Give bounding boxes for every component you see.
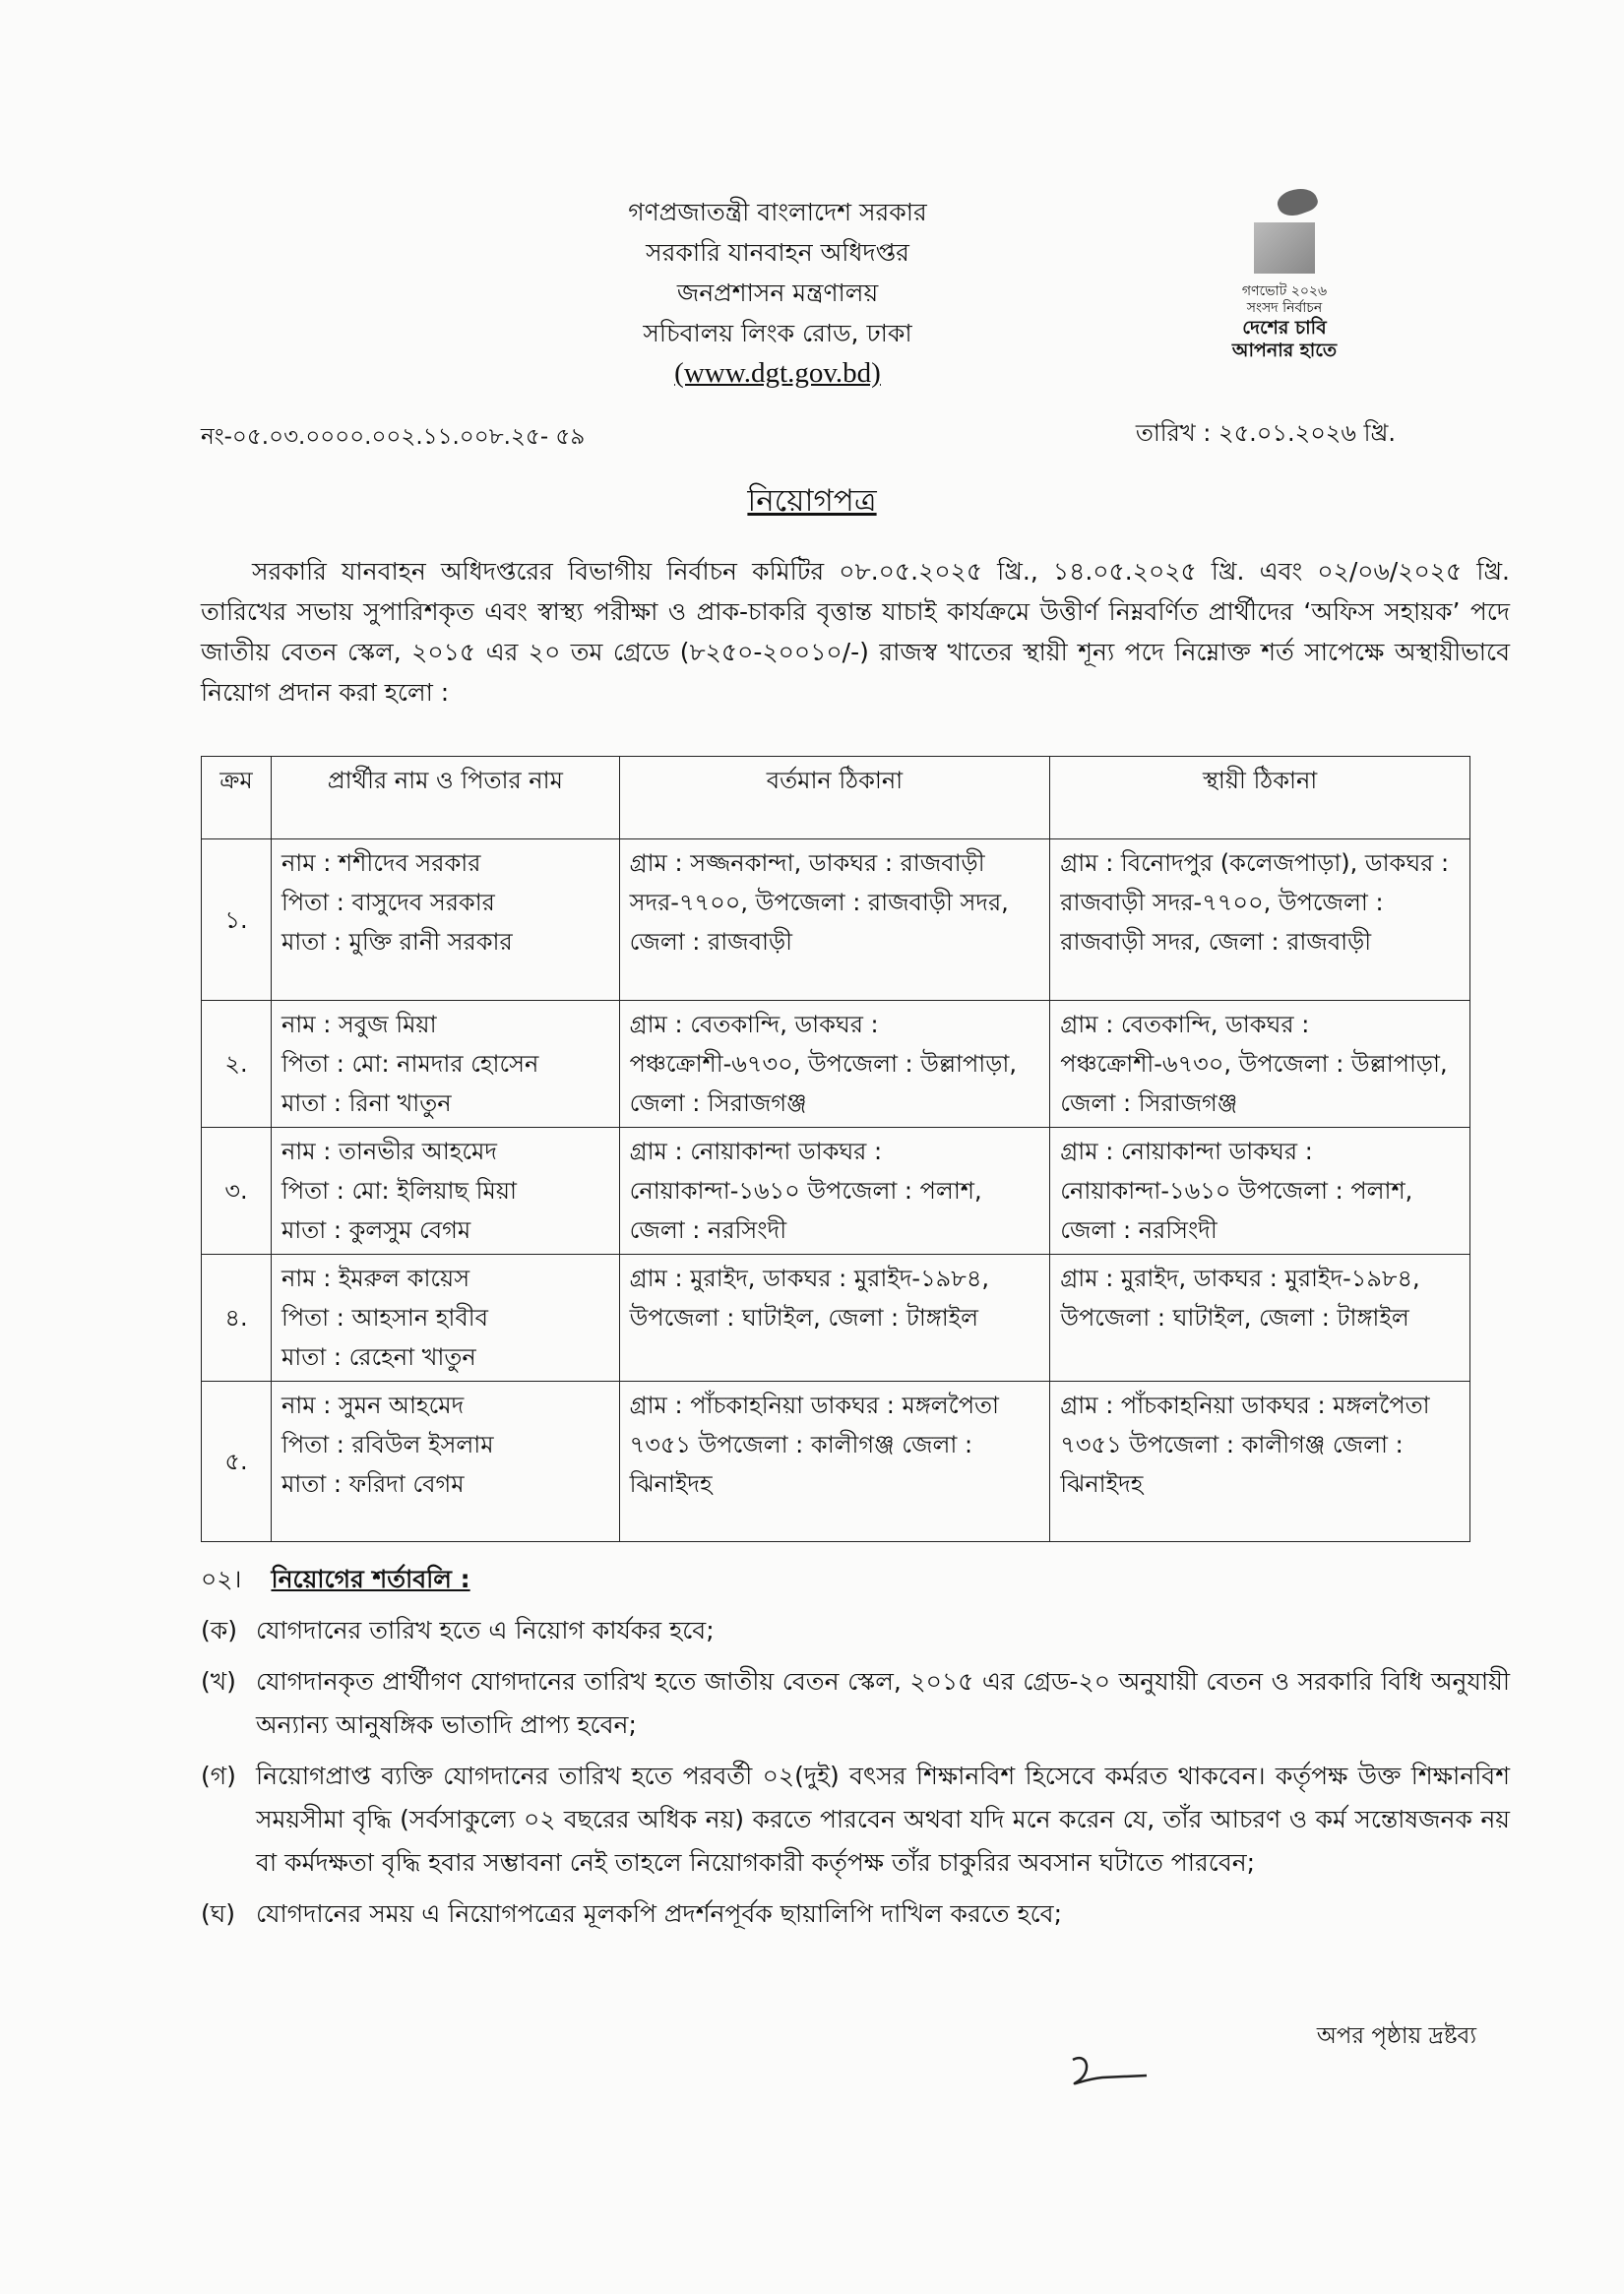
candidate-name: নাম : তানভীর আহমেদ <box>281 1138 497 1165</box>
col-header-present-address: বর্তমান ঠিকানা <box>619 757 1050 839</box>
candidate-name: নাম : সবুজ মিয়া <box>281 1011 437 1038</box>
condition-text: যোগদানের তারিখ হতে এ নিয়োগ কার্যকর হবে; <box>256 1616 715 1644</box>
reference-number: নং-০৫.০৩.০০০০.০০২.১১.০০৮.২৫- ৫৯ <box>201 424 586 450</box>
col-header-permanent-address: স্থায়ী ঠিকানা <box>1050 757 1470 839</box>
logo-text: সংসদ নির্বাচন <box>1246 300 1323 316</box>
mother-name: মাতা : রিনা খাতুন <box>281 1089 452 1117</box>
page-turn-note: অপর পৃষ্ঠায় দ্রষ্টব্য <box>1316 2023 1476 2049</box>
table-row <box>202 839 1470 1001</box>
letter-date: তারিখ : ২৫.০১.২০২৬ খ্রি. <box>1135 419 1396 447</box>
intro-paragraph: সরকারি যানবাহন অধিদপ্তরের বিভাগীয় নির্বাচন কমিটির ০৮.০৫.২০২৫ খ্রি., ১৪.০৫.২০২৫ খ্রি. এবং ০২/০৬/২০২৫ খ্রি. তারিখের সভায় সুপারিশকৃত এবং স্বাস্থ্য পরীক্ষা ও প্রাক-চাকরি বৃত্তান্ত যাচাই কার্যক্রমে উত্তীর্ণ নিম্নবর্ণিত প্রার্থীদের ‘অফিস সহায়ক’ পদে জাতীয় বেতন স্কেল, ২০১৫ এর ২০ তম গ্রেডে (৮২৫০-২০০১০/-) রাজস্ব খাতের স্থায়ী শূন্য পদে নিম্নোক্ত শর্ত সাপেক্ষে অস্থায়ীভাবে নিয়োগ প্রদান করা হলো : <box>201 557 1510 707</box>
condition-item <box>201 1755 1510 1885</box>
serial-cell: ১. <box>202 839 272 1001</box>
initial-signature <box>1063 2052 1152 2091</box>
condition-text: নিয়োগপ্রাপ্ত ব্যক্তি যোগদানের তারিখ হতে পরবর্তী ০২(দুই) বৎসর শিক্ষানবিশ হিসেবে কর্মরত থাকবেন। কর্তৃপক্ষ উক্ত শিক্ষানবিশ সময়সীমা বৃদ্ধি (সর্বসাকুল্যে ০২ বছরের অধিক নয়) করতে পারবেন অথবা যদি মনে করেন যে, তাঁর আচরণ ও কর্ম সন্তোষজনক নয় বা কর্মদক্ষতা বৃদ্ধি হবার সম্ভাবনা নেই তাহলে নিয়োগকারী কর্তৃপক্ষ তাঁর চাকুরির অবসান ঘটাতে পারবেন; <box>256 1762 1510 1877</box>
present-address-cell: গ্রাম : পাঁচকাহনিয়া ডাকঘর : মঙ্গলপৈতা ৭৩৫১ উপজেলা : কালীগঞ্জ জেলা : ঝিনাইদহ <box>619 1382 1050 1542</box>
conditions-section <box>201 1558 1510 1936</box>
col-header-name: প্রার্থীর নাম ও পিতার নাম <box>271 757 619 839</box>
serial-cell: ২. <box>202 1001 272 1128</box>
table-row <box>202 1128 1470 1255</box>
candidate-name: নাম : শশীদেব সরকার <box>281 849 481 877</box>
name-cell <box>271 1001 619 1128</box>
section-title: নিয়োগের শর্তাবলি : <box>271 1565 470 1593</box>
present-address-cell: গ্রাম : নোয়াকান্দা ডাকঘর : নোয়াকান্দা-১৬১০ উপজেলা : পলাশ, জেলা : নরসিংদী <box>619 1128 1050 1255</box>
condition-item <box>201 1892 1510 1936</box>
candidates-table <box>201 756 1470 1542</box>
letterhead <box>517 192 1038 394</box>
condition-item <box>201 1609 1510 1652</box>
permanent-address-cell: গ্রাম : বিনোদপুর (কলেজপাড়া), ডাকঘর : রাজবাড়ী সদর-৭৭০০, উপজেলা : রাজবাড়ী সদর, জেলা : রাজবাড়ী <box>1050 839 1470 1001</box>
department-name: সরকারি যানবাহন অধিদপ্তর <box>646 238 909 267</box>
condition-text: যোগদানকৃত প্রার্থীগণ যোগদানের তারিখ হতে জাতীয় বেতন স্কেল, ২০১৫ এর গ্রেড-২০ অনুযায়ী বেতন ও সরকারি বিধি অনুযায়ী অন্যান্য আনুষঙ্গিক ভাতাদি প্রাপ্য হবেন; <box>256 1667 1510 1739</box>
permanent-address-cell: গ্রাম : নোয়াকান্দা ডাকঘর : নোয়াকান্দা-১৬১০ উপজেলা : পলাশ, জেলা : নরসিংদী <box>1050 1128 1470 1255</box>
father-name: পিতা : মো: ইলিয়াছ মিয়া <box>281 1177 517 1205</box>
serial-cell: ৫. <box>202 1382 272 1542</box>
name-cell <box>271 839 619 1001</box>
condition-item <box>201 1660 1510 1747</box>
condition-key: (ক) <box>201 1616 237 1644</box>
condition-key: (গ) <box>201 1762 236 1790</box>
name-cell <box>271 1255 619 1382</box>
father-name: পিতা : আহসান হাবীব <box>281 1304 488 1332</box>
table-row <box>202 1001 1470 1128</box>
hand-icon <box>1275 183 1320 220</box>
conditions-heading <box>201 1558 1510 1601</box>
name-cell <box>271 1128 619 1255</box>
col-header-serial: ক্রম <box>202 757 272 839</box>
condition-text: যোগদানের সময় এ নিয়োগপত্রের মূলকপি প্রদর্শনপূর্বক ছায়ালিপি দাখিল করতে হবে; <box>256 1899 1062 1928</box>
serial-cell: ৩. <box>202 1128 272 1255</box>
ballot-box-icon <box>1254 222 1315 274</box>
govt-name: গণপ্রজাতন্ত্রী বাংলাদেশ সরকার <box>628 198 927 226</box>
condition-key: (খ) <box>201 1667 236 1696</box>
logo-text: দেশের চাবি <box>1242 317 1327 339</box>
mother-name: মাতা : মুক্তি রানী সরকার <box>281 928 513 956</box>
mother-name: মাতা : রেহেনা খাতুন <box>281 1343 476 1371</box>
section-number: ০২। <box>201 1565 242 1593</box>
logo-text: আপনার হাতে <box>1231 340 1338 361</box>
mother-name: মাতা : ফরিদা বেগম <box>281 1470 465 1498</box>
title-text: নিয়োগপত্র <box>747 483 877 519</box>
present-address-cell: গ্রাম : বেতকান্দি, ডাকঘর : পঞ্চক্রোশী-৬৭৩০, উপজেলা : উল্লাপাড়া, জেলা : সিরাজগঞ্জ <box>619 1001 1050 1128</box>
serial-cell: ৪. <box>202 1255 272 1382</box>
permanent-address-cell: গ্রাম : মুরাইদ, ডাকঘর : মুরাইদ-১৯৮৪, উপজেলা : ঘাটাইল, জেলা : টাঙ্গাইল <box>1050 1255 1470 1382</box>
father-name: পিতা : বাসুদেব সরকার <box>281 889 495 916</box>
name-cell <box>271 1382 619 1542</box>
present-address-cell: গ্রাম : সজ্জনকান্দা, ডাকঘর : রাজবাড়ী সদর-৭৭০০, উপজেলা : রাজবাড়ী সদর, জেলা : রাজবাড়ী <box>619 839 1050 1001</box>
table-header-row <box>202 757 1470 839</box>
mother-name: মাতা : কুলসুম বেগম <box>281 1216 471 1244</box>
page-title <box>0 477 1624 528</box>
table-row <box>202 1382 1470 1542</box>
candidate-name: নাম : ইমরুল কায়েস <box>281 1265 470 1292</box>
candidate-name: নাম : সুমন আহমেদ <box>281 1392 465 1419</box>
ministry-name: জনপ্রশাসন মন্ত্রণালয় <box>676 279 879 307</box>
election-logo <box>1211 187 1358 362</box>
permanent-address-cell: গ্রাম : বেতকান্দি, ডাকঘর : পঞ্চক্রোশী-৬৭৩০, উপজেলা : উল্লাপাড়া, জেলা : সিরাজগঞ্জ <box>1050 1001 1470 1128</box>
father-name: পিতা : রবিউল ইসলাম <box>281 1431 494 1458</box>
present-address-cell: গ্রাম : মুরাইদ, ডাকঘর : মুরাইদ-১৯৮৪, উপজেলা : ঘাটাইল, জেলা : টাঙ্গাইল <box>619 1255 1050 1382</box>
address: সচিবালয় লিংক রোড, ঢাকা <box>643 319 912 347</box>
father-name: পিতা : মো: নামদার হোসেন <box>281 1050 539 1078</box>
logo-text: গণভোট ২০২৬ <box>1241 283 1328 299</box>
permanent-address-cell: গ্রাম : পাঁচকাহনিয়া ডাকঘর : মঙ্গলপৈতা ৭৩৫১ উপজেলা : কালীগঞ্জ জেলা : ঝিনাইদহ <box>1050 1382 1470 1542</box>
website-link[interactable]: (www.dgt.gov.bd) <box>674 357 881 389</box>
condition-key: (ঘ) <box>201 1899 235 1928</box>
table-row <box>202 1255 1470 1382</box>
